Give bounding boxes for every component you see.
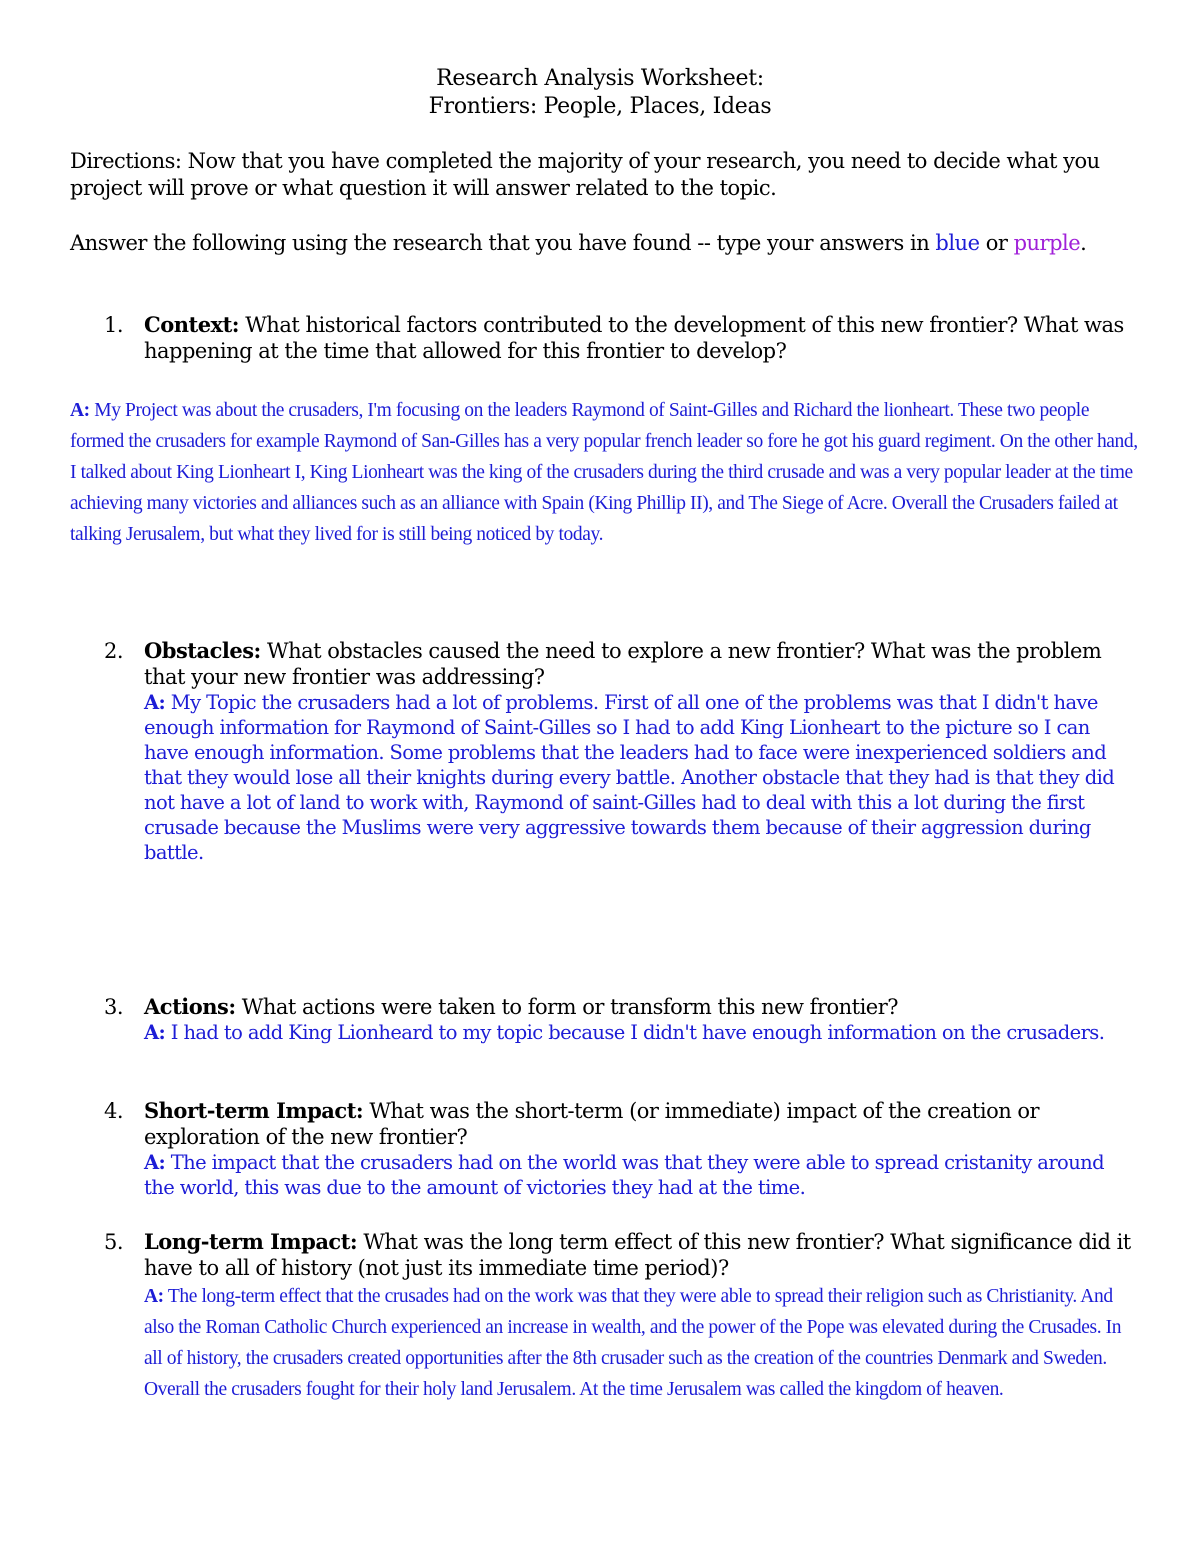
question-text: What actions were taken to form or transform this new frontier?	[235, 995, 899, 1019]
instructions-or: or	[979, 231, 1014, 255]
instructions-end: .	[1080, 231, 1087, 255]
question-3	[104, 994, 1134, 1045]
answer-2	[144, 690, 1134, 865]
question-label: Long-term Impact:	[144, 1229, 358, 1254]
answer-4	[144, 1150, 1134, 1200]
directions-label: Directions:	[70, 149, 182, 173]
blue-word: blue	[935, 231, 980, 255]
question-text: What was the short-term (or immediate) impact of the creation or exploration of the new frontier?	[144, 1099, 1040, 1149]
answer-5	[144, 1281, 1134, 1405]
question-label: Short-term Impact:	[144, 1098, 364, 1123]
instructions-paragraph	[70, 230, 1140, 257]
answer-text: My Topic the crusaders had a lot of problems. First of all one of the problems was that I didn't have enough information for Raymond of Saint-Gilles so I had to add King Lionheart to the picture so I can have enough information. Some problems that the leaders had to face were inexperienced soldiers and that they would lose all their knights during every battle. Another obstacle that they had is that they did not have a lot of land to work with, Raymond of saint-Gilles had to deal with this a lot during the first crusade because the Muslims were very aggressive towards them because of their aggression during battle.	[144, 691, 1115, 864]
question-text: What historical factors contributed to the development of this new frontier? What was happening at the time that allowed for this frontier to develop?	[144, 313, 1124, 363]
question-number: 3.	[104, 995, 124, 1019]
directions-text: Now that you have completed the majority of your research, you need to decide what you project will prove or what question it will answer related to the topic.	[70, 149, 1100, 200]
question-text: What was the long term effect of this new frontier? What significance did it have to all of history (not just its immediate time period)?	[144, 1230, 1131, 1280]
question-text: What obstacles caused the need to explore a new frontier? What was the problem that your new frontier was addressing?	[144, 639, 1102, 689]
answer-prefix: A:	[144, 691, 166, 714]
answer-prefix: A:	[70, 400, 90, 421]
answer-text: The long-term effect that the crusades had on the work was that they were able to spread their religion such as Christianity. And also the Roman Catholic Church experienced an increase in wealth, and the power of the Pope was elevated during the Crusades. In all of history, the crusaders created opportunities after the 8th crusader such as the creation of the countries Denmark and Sweden. Overall the crusaders fought for their holy land Jerusalem. At the time Jerusalem was called the kingdom of heaven.	[144, 1286, 1122, 1400]
question-number: 1.	[104, 313, 124, 337]
answer-text: The impact that the crusaders had on the world was that they were able to spread cristanity around the world, this was due to the amount of victories they had at the time.	[144, 1151, 1104, 1199]
worksheet-subtitle: Frontiers: People, Places, Ideas	[428, 94, 772, 119]
question-number: 5.	[104, 1230, 124, 1254]
answer-3	[144, 1020, 1134, 1045]
instructions-text: Answer the following using the research that you have found -- type your answers in	[70, 231, 936, 255]
question-label: Obstacles:	[144, 638, 261, 663]
question-label: Actions:	[144, 994, 236, 1019]
purple-word: purple	[1013, 231, 1081, 255]
directions-paragraph	[70, 148, 1140, 202]
answer-prefix: A:	[144, 1286, 164, 1307]
answer-prefix: A:	[144, 1151, 166, 1174]
question-5	[104, 1229, 1134, 1405]
question-label: Context:	[144, 312, 240, 337]
question-2	[104, 638, 1134, 865]
worksheet-title: Research Analysis Worksheet:	[436, 66, 764, 91]
answer-1	[70, 395, 1140, 550]
question-number: 4.	[104, 1099, 124, 1123]
question-4	[104, 1098, 1134, 1200]
answer-text: I had to add King Lionheard to my topic because I didn't have enough information on the crusaders.	[165, 1021, 1105, 1044]
question-number: 2.	[104, 639, 124, 663]
question-1	[104, 312, 1134, 364]
answer-prefix: A:	[144, 1021, 166, 1044]
answer-text: My Project was about the crusaders, I'm focusing on the leaders Raymond of Saint-Gilles and Richard the lionheart. These two people formed the crusaders for example Raymond of San-Gilles has a very popular french leader so fore he got his guard regiment. On the other hand, I talked about King Lionheart I, King Lionheart was the king of the crusaders during the third crusade and was a very popular leader at the time achieving many victories and alliances such as an alliance with Spain (King Phillip II), and The Siege of Acre. Overall the Crusaders failed at talking Jerusalem, but what they lived for is still being noticed by today.	[70, 400, 1138, 545]
